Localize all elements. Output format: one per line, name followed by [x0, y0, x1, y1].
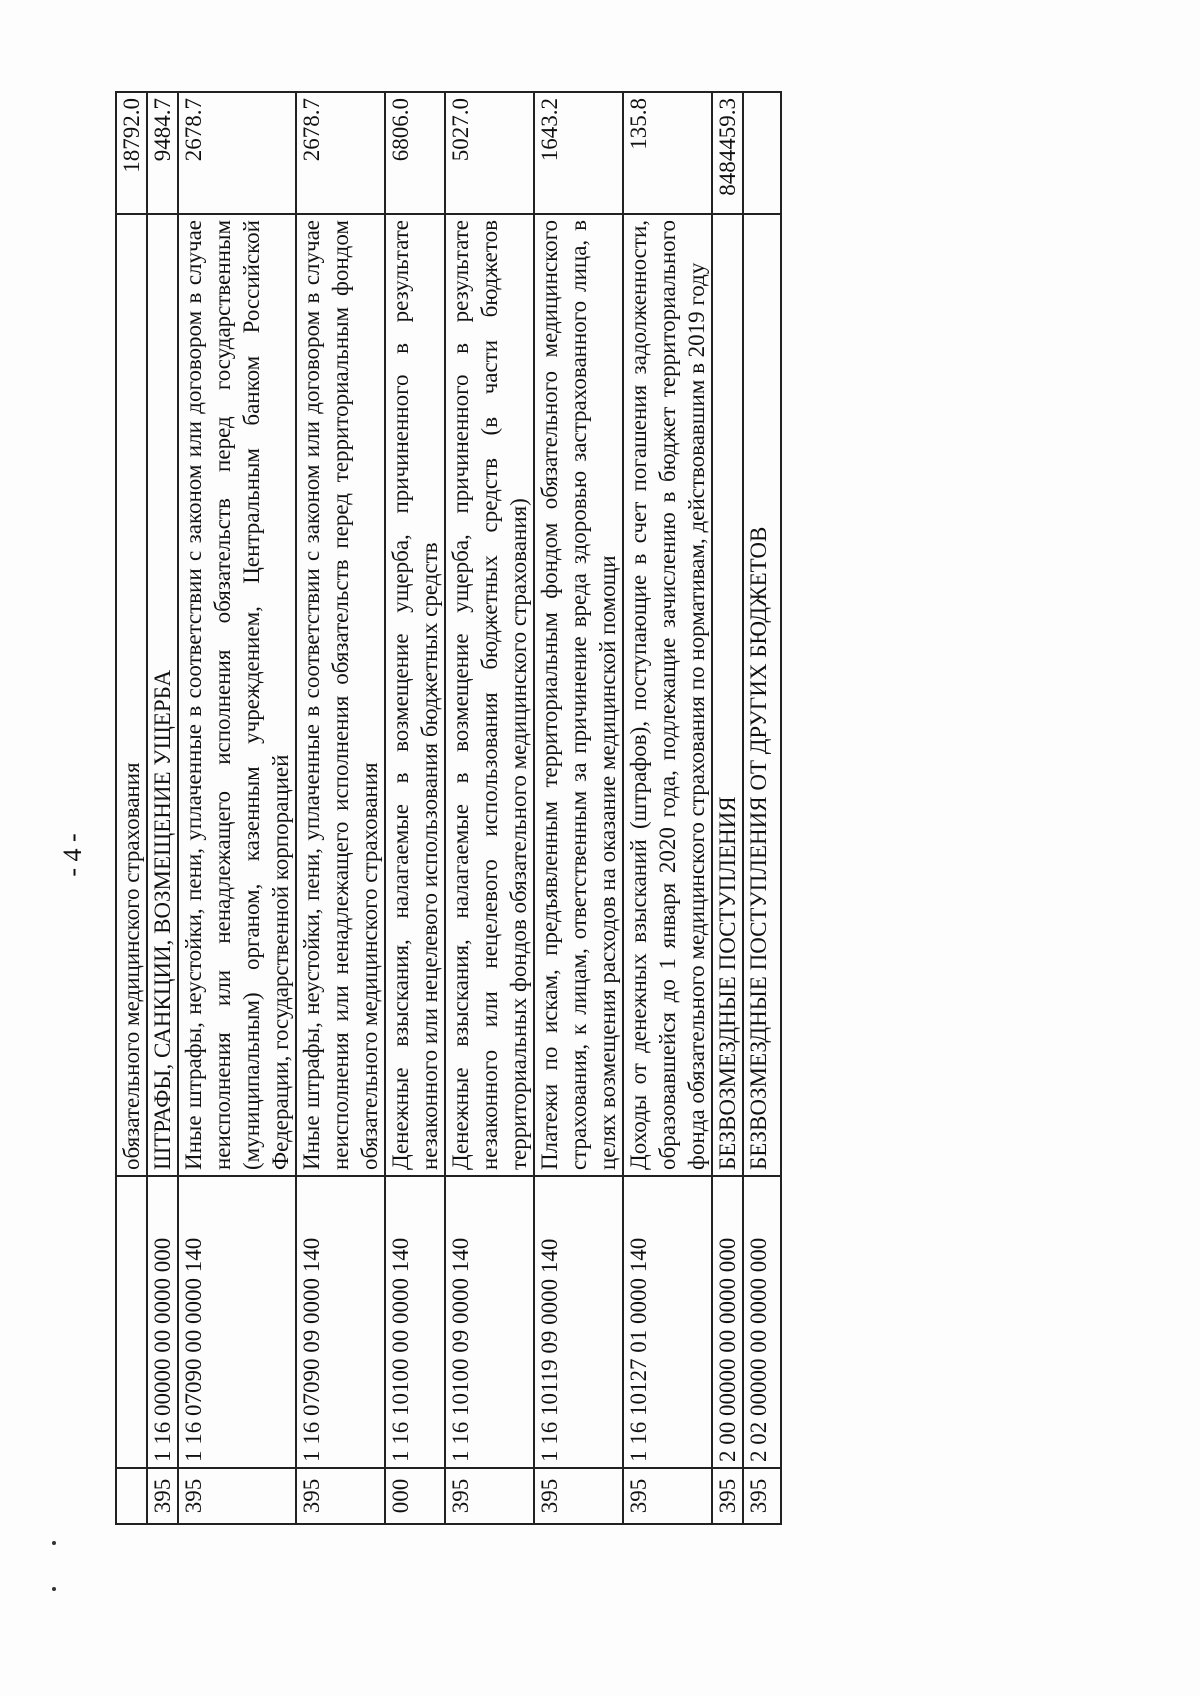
- amount-cell: 1643.2: [534, 92, 623, 214]
- admin-code-cell: 395: [623, 1468, 712, 1524]
- table-row: [296, 92, 385, 1524]
- budget-code-cell: 1 16 10100 00 0000 140: [385, 1176, 445, 1468]
- revenue-name-cell: Платежи по искам, предъявленным территориальным фондом обязательного медицинского страхования, к лицам, ответственным за причинение вреда здоровью застрахованного лица, в целях возмещения расходов на оказание медицинской помощи: [534, 214, 623, 1176]
- budget-code-cell: [116, 1176, 147, 1468]
- revenue-name-cell: ШТРАФЫ, САНКЦИИ, ВОЗМЕЩЕНИЕ УЩЕРБА: [147, 214, 178, 1176]
- amount-cell: 18792.0: [116, 92, 147, 214]
- table-row: [116, 92, 147, 1524]
- revenue-name-cell: обязательного медицинского страхования: [116, 214, 147, 1176]
- amount-cell: 6806.0: [385, 92, 445, 214]
- admin-code-cell: 395: [147, 1468, 178, 1524]
- page-number: - 4 -: [58, 833, 87, 877]
- revenue-table: [115, 91, 782, 1525]
- admin-code-cell: 395: [743, 1468, 781, 1524]
- amount-cell: 5027.0: [445, 92, 534, 214]
- revenue-name-cell: БЕЗВОЗМЕЗДНЫЕ ПОСТУПЛЕНИЯ ОТ ДРУГИХ БЮДЖЕТОВ: [743, 214, 781, 1176]
- budget-code-cell: 1 16 10119 09 0000 140: [534, 1176, 623, 1468]
- revenue-name-cell: Денежные взыскания, налагаемые в возмещение ущерба, причиненного в результате незаконного или нецелевого использования бюджетных средств (в части бюджетов территориальных фондов обязательного медицинского страхования): [445, 214, 534, 1176]
- table-row: [712, 92, 743, 1524]
- admin-code-cell: 000: [385, 1468, 445, 1524]
- revenue-name-cell: Доходы от денежных взысканий (штрафов), поступающие в счет погашения задолженности, образовавшейся до 1 января 2020 года, подлежащие зачислению в бюджет территориального фонда обязательного медицинского страхования по нормативам, действовавшим в 2019 году: [623, 214, 712, 1176]
- revenue-name-cell: Иные штрафы, неустойки, пени, уплаченные в соответствии с законом или договором в случае неисполнения или ненадлежащего исполнения обязательств перед государственным (муниципальным) органом, казенным учреждением, Центральным банком Российской Федерации, государственной корпорацией: [178, 214, 296, 1176]
- budget-code-cell: 2 00 00000 00 0000 000: [712, 1176, 743, 1468]
- admin-code-cell: 395: [178, 1468, 296, 1524]
- admin-code-cell: 395: [296, 1468, 385, 1524]
- budget-code-cell: 1 16 10127 01 0000 140: [623, 1176, 712, 1468]
- amount-cell: 8484459.3: [712, 92, 743, 214]
- table-row: [385, 92, 445, 1524]
- amount-cell: [743, 92, 781, 214]
- amount-cell: 135.8: [623, 92, 712, 214]
- budget-code-cell: 1 16 07090 09 0000 140: [296, 1176, 385, 1468]
- admin-code-cell: 395: [445, 1468, 534, 1524]
- admin-code-cell: [116, 1468, 147, 1524]
- admin-code-cell: 395: [534, 1468, 623, 1524]
- table-row: [178, 92, 296, 1524]
- revenue-name-cell: Иные штрафы, неустойки, пени, уплаченные в соответствии с законом или договором в случае неисполнения или ненадлежащего исполнения обязательств перед территориальным фондом обязательного медицинского страхования: [296, 214, 385, 1176]
- table-row: [147, 92, 178, 1524]
- budget-code-cell: 1 16 00000 00 0000 000: [147, 1176, 178, 1468]
- table-row: [445, 92, 534, 1524]
- budget-code-cell: 1 16 10100 09 0000 140: [445, 1176, 534, 1468]
- admin-code-cell: 395: [712, 1468, 743, 1524]
- table-row: [534, 92, 623, 1524]
- budget-code-cell: 2 02 00000 00 0000 000: [743, 1176, 781, 1468]
- revenue-name-cell: БЕЗВОЗМЕЗДНЫЕ ПОСТУПЛЕНИЯ: [712, 214, 743, 1176]
- budget-code-cell: 1 16 07090 00 0000 140: [178, 1176, 296, 1468]
- revenue-name-cell: Денежные взыскания, налагаемые в возмещение ущерба, причиненного в результате незаконного или нецелевого использования бюджетных средств: [385, 214, 445, 1176]
- table-row: [623, 92, 712, 1524]
- amount-cell: 2678.7: [178, 92, 296, 214]
- table-row: [743, 92, 781, 1524]
- amount-cell: 2678.7: [296, 92, 385, 214]
- amount-cell: 9484.7: [147, 92, 178, 214]
